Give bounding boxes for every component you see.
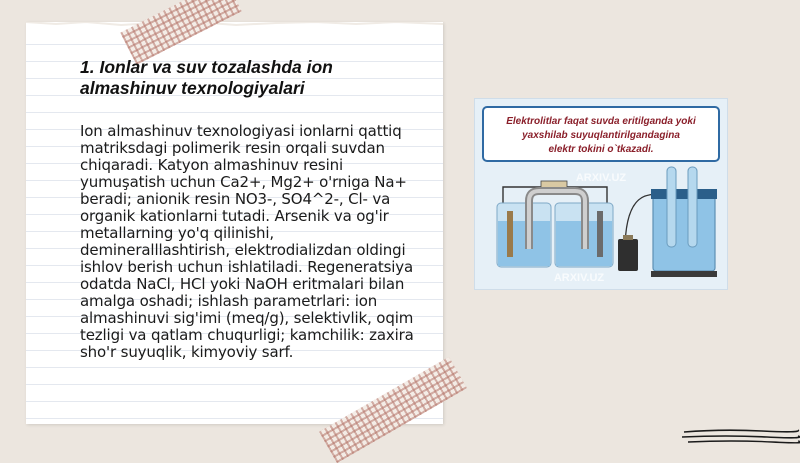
electrode-right [597,211,603,257]
electrolysis-illustration [475,99,727,289]
caption-line-3: elektr tokini o`tkazadi. [548,144,654,155]
slide-title: 1. Ionlar va suv tozalashda ion almashinuv texnologiyalari [80,57,333,98]
test-tube-right [688,167,697,247]
slide-body-text: Ion almashinuv texnologiyasi ionlarni qattiq matriksdagi polimerik resin orqali suvdan chiqaradi. Katyon almashinuv resini yumuşatish uchun Ca2+, Mg2+ o'rniga Na+ beradi; anionik resin NO3-, SO4^2-, Cl- va organik kationlarni tutadi. Arsenik va og'ir metallarning yo'q qilinishi, demineralllashtirish, elektrodializdan oldingi ishlov berish uchun ishlatiladi. Regeneratsiya odatda NaCl, HCl yoki NaOH eritmalari bilan amalga oshadi; ishlash parametrlari: ion almashinuvi sig'imi (meq/g), selektivlik, oqim tezligi va qatlam chuqurligi; kamchilik: zaxira sho'r suyuqlik, kimyoviy sarf. [80,122,414,361]
battery-terminal [623,235,633,240]
caption-line-1: Elektrolitlar faqat suvda eritilganda yoki [506,116,696,127]
watermark-1: ARXIV.UZ [575,172,627,184]
electrolysis-figure [474,98,728,290]
decorative-scribble-lines [682,424,800,446]
test-tube-left [667,167,676,247]
electrolysis-tank [653,195,715,271]
beaker-left-solution [498,221,550,266]
electrode-left [507,211,513,257]
tank-lid [651,189,717,199]
tank-base [651,271,717,277]
battery [618,239,638,271]
watermark-2: ARXIV.UZ [553,272,605,284]
caption-line-2: yaxshilab suyuqlantirilgandagina [522,130,680,141]
